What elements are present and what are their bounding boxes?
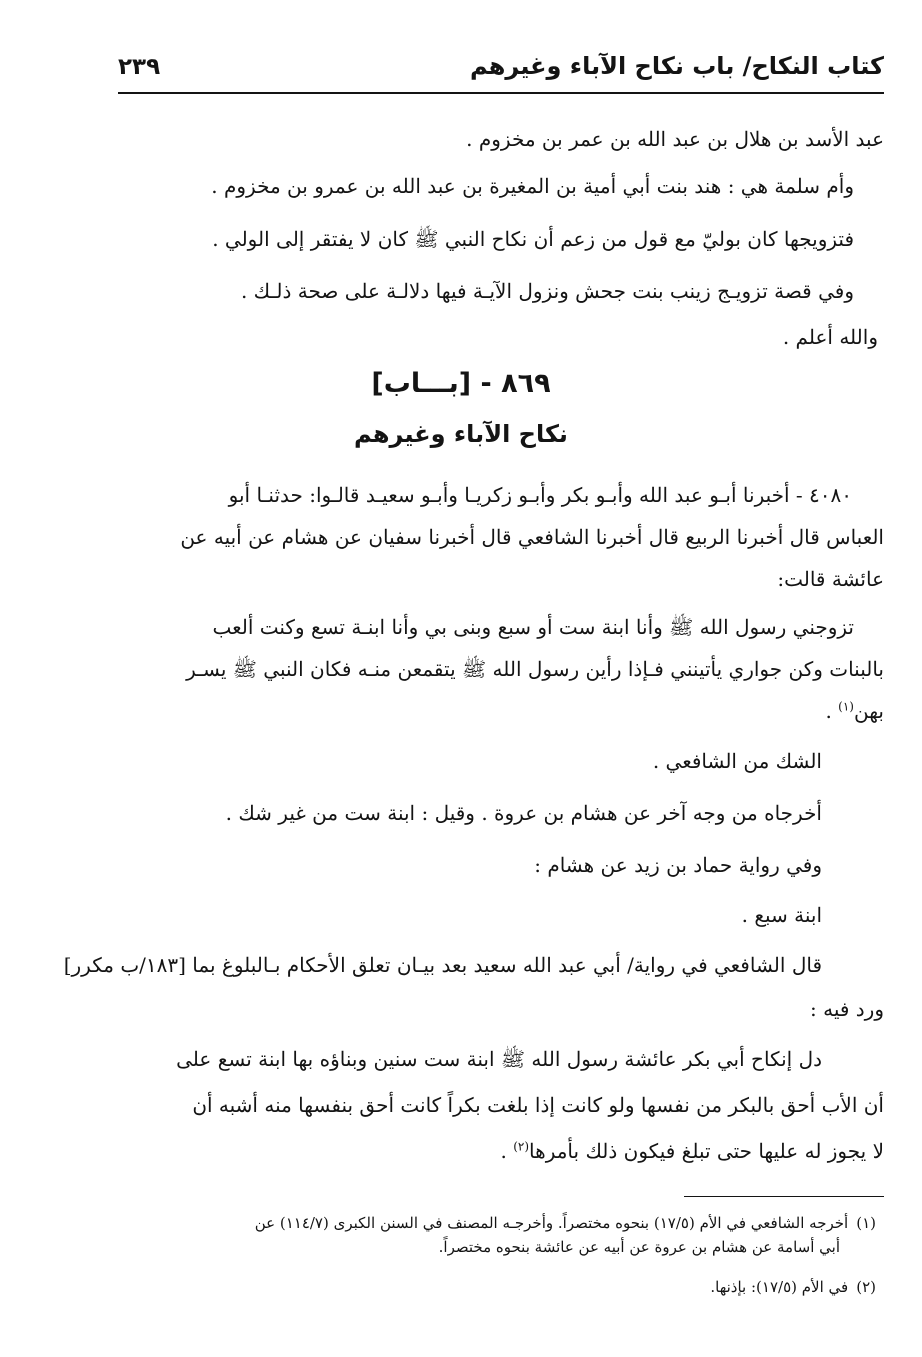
body-line: وفي رواية حماد بن زيد عن هشام : <box>534 853 822 877</box>
running-title: كتاب النكاح/ باب نكاح الآباء وغيرهم <box>469 52 884 80</box>
footnote-2 <box>710 1276 876 1298</box>
quote-line: أن الأب أحق بالبكر من نفسها ولو كانت إذا بلغت بكراً كانت أحق بنفسها منه أشبه أن <box>192 1093 884 1117</box>
body-line: ابنة سبع . <box>741 903 822 927</box>
footnote-divider <box>684 1196 884 1197</box>
footnote-text: في الأم (١٧/٥): بإذنها. <box>710 1278 849 1296</box>
footnote-number: (١) <box>856 1214 876 1232</box>
footnote-text: أخرجه الشافعي في الأم (١٧/٥) بنحوه مختصراً. وأخرجـه المصنف في السنن الكبرى (١١٤/٧) عن <box>254 1214 849 1232</box>
body-line: عبد الأسد بن هلال بن عبد الله بن عمر بن مخزوم . <box>466 127 884 151</box>
footnote-number: (٢) <box>856 1278 876 1296</box>
chapter-heading: ٨٦٩ - [بـــاب] <box>371 368 551 399</box>
hadith-isnad-line: العباس قال أخبرنا الربيع قال أخبرنا الشافعي قال أخبرنا سفيان عن هشام عن أبيه عن <box>180 525 884 549</box>
chapter-title: نكاح الآباء وغيرهم <box>354 420 568 448</box>
page-header <box>118 44 884 94</box>
body-line: الشك من الشافعي . <box>652 749 822 773</box>
footnote-1 <box>255 1212 876 1234</box>
quote-text: لا يجوز له عليها حتى تبلغ فيكون ذلك بأمرها <box>529 1139 884 1163</box>
footnote-ref: (١) <box>838 699 854 714</box>
footnote-1-continuation: أبي أسامة عن هشام بن عروة عن أبيه عن عائشة بنحوه مختصراً. <box>438 1238 840 1256</box>
body-line: قال الشافعي في رواية/ أبي عبد الله سعيد بعد بيـان تعلق الأحكام بـالبلوغ بما [١٨٣/ب مكرر] <box>63 953 822 977</box>
body-line: أخرجاه من وجه آخر عن هشام بن عروة . وقيل : ابنة ست من غير شك . <box>225 801 822 825</box>
hadith-isnad-line: عائشة قالت: <box>777 567 884 591</box>
body-line: ورد فيه : <box>810 997 884 1021</box>
hadith-matn-line: بالبنات وكن جواري يأتينني فـإذا رأين رسول الله ﷺ يتقمعن منـه فكان النبي ﷺ يسـر <box>186 657 884 681</box>
hadith-matn-line: تزوجني رسول الله ﷺ وأنا ابنة ست أو سبع وبنى بي وأنا ابنـة تسع وكنت ألعب <box>212 615 854 639</box>
quote-end: . <box>500 1139 514 1163</box>
body-line: والله أعلم . <box>782 325 878 349</box>
hadith-matn-text: بهن <box>853 699 884 723</box>
quote-line <box>501 1136 885 1166</box>
body-line: فتزويجها كان بوليّ مع قول من زعم أن نكاح النبي ﷺ كان لا يفتقر إلى الولي . <box>212 227 854 251</box>
footnote-ref: (٢) <box>513 1139 530 1154</box>
hadith-isnad-line: ٤٠٨٠ - أخبرنا أبـو عبد الله وأبـو بكر وأبـو زكريـا وأبـو سعيـد قالـوا: حدثنـا أبو <box>228 483 852 507</box>
page-number: ٢٣٩ <box>118 54 161 80</box>
body-line: وأم سلمة هي : هند بنت أبي أمية بن المغيرة بن عبد الله بن عمرو بن مخزوم . <box>211 174 854 198</box>
body-line: وفي قصة تزويـج زينب بنت جحش ونزول الآيـة فيها دلالـة على صحة ذلـك . <box>240 279 854 303</box>
hadith-matn-end: . <box>825 699 839 723</box>
hadith-matn-line <box>825 696 884 726</box>
quote-line: دل إنكاح أبي بكر عائشة رسول الله ﷺ ابنة ست سنين وبناؤه بها ابنة تسع على <box>176 1047 822 1071</box>
